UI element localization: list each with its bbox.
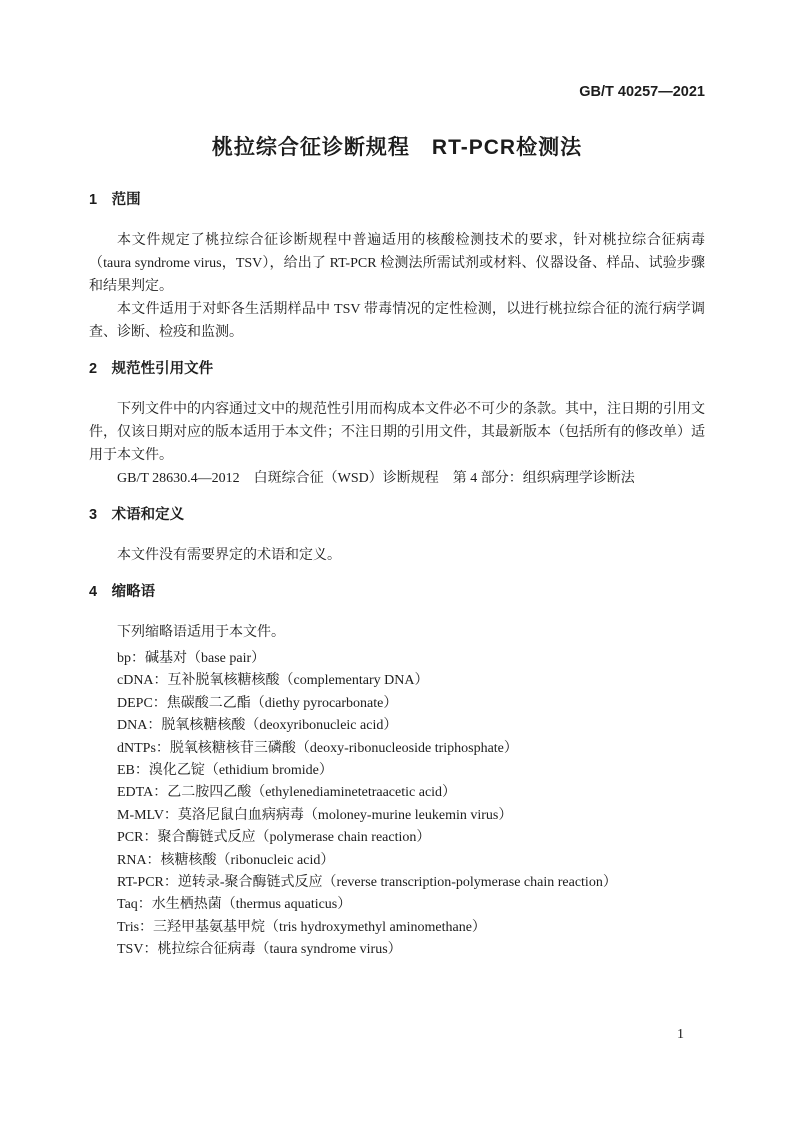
abbreviation-item: dNTPs：脱氧核糖核苷三磷酸（deoxy-ribonucleoside triphosphate）: [117, 740, 518, 756]
doc-number: GB/T 40257—2021: [579, 84, 705, 100]
scope-paragraph-2: 本文件适用于对虾各生活期样品中 TSV 带毒情况的定性检测，以进行桃拉综合征的流行病学调查、诊断、检疫和监测。: [89, 302, 705, 340]
abbreviation-item: Tris：三羟甲基氨基甲烷（tris hydroxymethyl aminomethane）: [117, 919, 486, 935]
abbreviation-item: EDTA：乙二胺四乙酸（ethylenediaminetetraacetic acid）: [117, 785, 457, 801]
abbreviation-item: bp：碱基对（base pair）: [117, 651, 266, 666]
section-scope: [89, 189, 705, 344]
doc-title: 桃拉综合征诊断规程 RT-PCR检测法: [211, 136, 583, 159]
page-content: [89, 0, 705, 962]
section-normative-references: [89, 358, 705, 490]
abbreviation-item: PCR：聚合酶链式反应（polymerase chain reaction）: [117, 830, 431, 846]
abbreviation-item: cDNA：互补脱氧核糖核酸（complementary DNA）: [117, 673, 429, 689]
terms-paragraph: 本文件没有需要界定的术语和定义。: [117, 548, 341, 563]
abbreviation-item: EB：溴化乙锭（ethidium bromide）: [117, 763, 333, 779]
abbreviation-item: DEPC：焦碳酸二乙酯（diethy pyrocarbonate）: [117, 695, 398, 711]
page-number: 1: [677, 1027, 684, 1042]
abbreviations-intro: 下列缩略语适用于本文件。: [117, 625, 285, 640]
section-terms-definitions: [89, 504, 705, 567]
section-3-heading: 3 术语和定义: [89, 507, 185, 523]
section-4-heading: 4 缩略语: [89, 584, 156, 600]
section-abbreviations: [89, 581, 705, 962]
section-1-heading: 1 范围: [89, 192, 141, 208]
abbreviation-item: TSV：桃拉综合征病毒（taura syndrome virus）: [117, 942, 402, 958]
abbreviation-item: M-MLV：莫洛尼鼠白血病病毒（moloney-murine leukemin virus）: [117, 807, 513, 823]
abbreviation-item: Taq：水生栖热菌（thermus aquaticus）: [117, 897, 352, 913]
normative-reference-entry: GB/T 28630.4—2012 白斑综合征（WSD）诊断规程 第 4 部分：组织病理学诊断法: [117, 471, 635, 486]
normative-references-paragraph: 下列文件中的内容通过文中的规范性引用而构成本文件必不可少的条款。其中，注日期的引用文件，仅该日期对应的版本适用于本文件；不注日期的引用文件，其最新版本（包括所有的修改单）适用于本文件。: [89, 402, 705, 463]
section-2-heading: 2 规范性引用文件: [89, 361, 214, 377]
abbreviation-item: RNA：核糖核酸（ribonucleic acid）: [117, 852, 335, 868]
abbreviation-item: RT-PCR：逆转录-聚合酶链式反应（reverse transcription-polymerase chain reaction）: [117, 875, 617, 891]
abbreviation-item: DNA：脱氧核糖核酸（deoxyribonucleic acid）: [117, 718, 398, 734]
abbreviation-list: [89, 648, 705, 962]
scope-paragraph-1: 本文件规定了桃拉综合征诊断规程中普遍适用的核酸检测技术的要求，针对桃拉综合征病毒（taura syndrome virus，TSV），给出了 RT-PCR 检测法所需试剂或材料、仪器设备、样品、试验步骤和结果判定。: [89, 233, 705, 294]
